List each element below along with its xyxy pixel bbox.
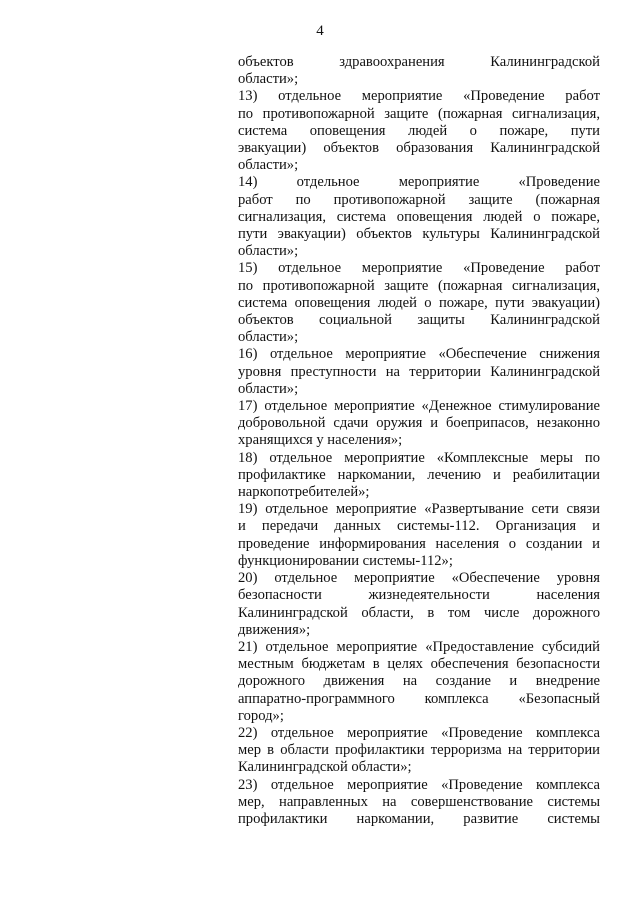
text-line: мер, направленных на совершенствование системы: [238, 793, 600, 810]
text-line: эвакуации) объектов образования Калининградской: [238, 140, 600, 157]
text-line: по противопожарной защите (пожарная сигнализация,: [238, 277, 600, 294]
text-line: Калининградской области»;: [238, 759, 412, 776]
text-line: 20) отдельное мероприятие «Обеспечение уровня: [238, 570, 600, 587]
text-line: добровольной сдачи оружия и боеприпасов, незаконно: [238, 415, 600, 432]
text-line: 22) отдельное мероприятие «Проведение комплекса: [238, 724, 600, 741]
document-body: [238, 54, 600, 828]
text-line: 17) отдельное мероприятие «Денежное стимулирование: [238, 398, 600, 415]
text-line: 14) отдельное мероприятие «Проведение: [238, 174, 600, 191]
paragraph-p19: [238, 501, 600, 570]
text-line: 16) отдельное мероприятие «Обеспечение снижения: [238, 346, 600, 363]
text-line: аппаратно-программного комплекса «Безопасный: [238, 690, 600, 707]
paragraph-p17: [238, 398, 600, 450]
text-line: области»;: [238, 71, 299, 88]
text-line: движения»;: [238, 621, 311, 638]
text-line: система оповещения людей о пожаре, пути эвакуации): [238, 294, 600, 311]
text-line: уровня преступности на территории Калининградской: [238, 363, 600, 380]
text-line: дорожного движения на создание и внедрение: [238, 673, 600, 690]
text-line: мер в области профилактики терроризма на территории: [238, 742, 600, 759]
text-line: 21) отдельное мероприятие «Предоставление субсидий: [238, 638, 600, 655]
text-line: безопасности жизнедеятельности населения: [238, 587, 600, 604]
paragraph-p13: [238, 88, 600, 174]
text-line: по противопожарной защите (пожарная сигнализация,: [238, 105, 600, 122]
text-line: объектов социальной защиты Калининградской: [238, 312, 600, 329]
text-line: местным бюджетам в целях обеспечения безопасности: [238, 656, 600, 673]
text-line: области»;: [238, 157, 299, 174]
text-line: области»;: [238, 329, 299, 346]
text-line: области»;: [238, 380, 299, 397]
text-line: 19) отдельное мероприятие «Развертывание сети связи: [238, 501, 600, 518]
text-line: работ по противопожарной защите (пожарная: [238, 191, 600, 208]
paragraph-p18: [238, 450, 600, 502]
paragraph-p14: [238, 174, 600, 260]
text-line: Калининградской области, в том числе дорожного: [238, 604, 600, 621]
text-line: сигнализация, система оповещения людей о пожаре,: [238, 208, 600, 225]
text-line: профилактике наркомании, лечению и реабилитации: [238, 466, 600, 483]
text-line: объектов здравоохранения Калининградской: [238, 54, 600, 70]
text-line: хранящихся у населения»;: [238, 432, 403, 449]
text-line: город»;: [238, 707, 284, 724]
text-line: наркопотребителей»;: [238, 484, 370, 501]
text-line: система оповещения людей о пожаре, пути: [238, 122, 600, 139]
paragraph-p20: [238, 570, 600, 639]
paragraph-p15: [238, 260, 600, 346]
text-line: пути эвакуации) объектов культуры Калининградской: [238, 226, 600, 243]
text-line: проведение информирования населения о создании и: [238, 535, 600, 552]
text-line: 13) отдельное мероприятие «Проведение работ: [238, 88, 600, 105]
paragraph-p21: [238, 639, 600, 725]
paragraph-p22: [238, 725, 600, 777]
paragraph-p23: [238, 777, 600, 829]
paragraph-p12-tail: [238, 54, 600, 88]
text-line: 15) отдельное мероприятие «Проведение работ: [238, 260, 600, 277]
text-line: функционировании системы-112»;: [238, 552, 453, 569]
text-line: 18) отдельное мероприятие «Комплексные меры по: [238, 449, 600, 466]
text-line: и передачи данных системы-112. Организация и: [238, 518, 600, 535]
text-line: профилактики наркомании, развитие системы: [238, 810, 600, 827]
paragraph-p16: [238, 346, 600, 398]
text-line: 23) отдельное мероприятие «Проведение комплекса: [238, 776, 600, 793]
page-number: 4: [316, 23, 324, 39]
text-line: области»;: [238, 243, 299, 260]
